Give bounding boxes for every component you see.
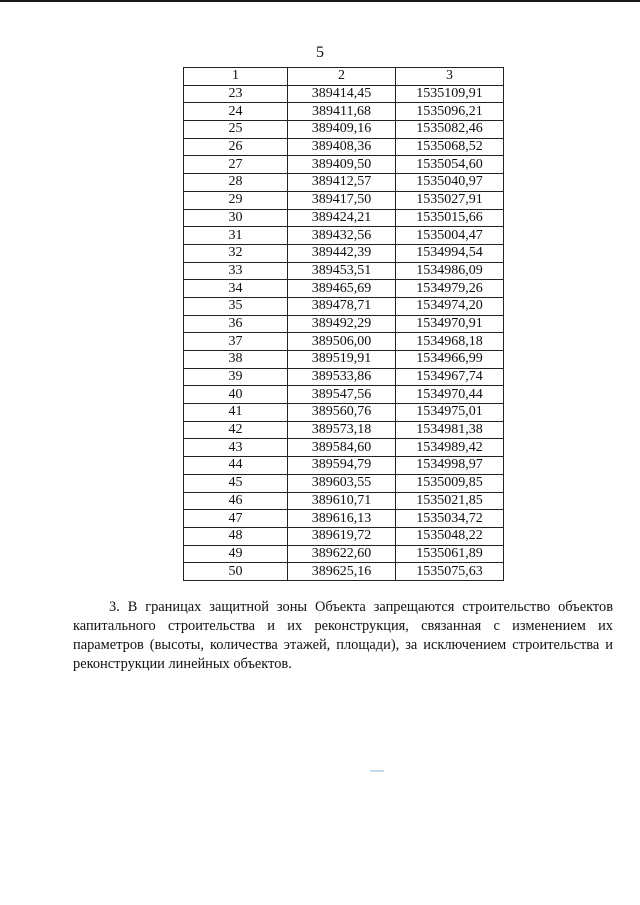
- cell-point-number: 31: [184, 227, 288, 245]
- cell-x-coordinate: 389594,79: [288, 457, 396, 475]
- table-row: [184, 209, 504, 227]
- cell-y-coordinate: 1534966,99: [396, 351, 504, 369]
- scan-artifact: [370, 770, 384, 772]
- cell-x-coordinate: 389465,69: [288, 280, 396, 298]
- cell-y-coordinate: 1535082,46: [396, 121, 504, 139]
- cell-point-number: 25: [184, 121, 288, 139]
- table-row: [184, 103, 504, 121]
- cell-point-number: 23: [184, 85, 288, 103]
- table-row: [184, 262, 504, 280]
- cell-x-coordinate: 389533,86: [288, 368, 396, 386]
- table-body: [184, 85, 504, 580]
- cell-x-coordinate: 389619,72: [288, 527, 396, 545]
- restriction-paragraph: 3. В границах защитной зоны Объекта запрещаются строительство объектов капитального строительства и их реконструкция, связанная с изменением их параметров (высоты, количества этажей, площади), за исключением строительства и реконструкции линейных объектов.: [73, 599, 613, 672]
- table-row: [184, 563, 504, 581]
- cell-x-coordinate: 389584,60: [288, 439, 396, 457]
- cell-y-coordinate: 1534994,54: [396, 244, 504, 262]
- cell-y-coordinate: 1534986,09: [396, 262, 504, 280]
- cell-y-coordinate: 1535061,89: [396, 545, 504, 563]
- table-row: [184, 85, 504, 103]
- cell-x-coordinate: 389414,45: [288, 85, 396, 103]
- cell-y-coordinate: 1535034,72: [396, 510, 504, 528]
- cell-y-coordinate: 1535109,91: [396, 85, 504, 103]
- cell-x-coordinate: 389408,36: [288, 138, 396, 156]
- table-row: [184, 368, 504, 386]
- table-row: [184, 280, 504, 298]
- cell-y-coordinate: 1535009,85: [396, 474, 504, 492]
- table-row: [184, 333, 504, 351]
- cell-x-coordinate: 389610,71: [288, 492, 396, 510]
- cell-y-coordinate: 1535021,85: [396, 492, 504, 510]
- table-row: [184, 510, 504, 528]
- table-row: [184, 404, 504, 422]
- table-row: [184, 457, 504, 475]
- cell-point-number: 39: [184, 368, 288, 386]
- cell-y-coordinate: 1535027,91: [396, 191, 504, 209]
- cell-x-coordinate: 389442,39: [288, 244, 396, 262]
- table-row: [184, 351, 504, 369]
- cell-x-coordinate: 389560,76: [288, 404, 396, 422]
- cell-y-coordinate: 1535054,60: [396, 156, 504, 174]
- table-row: [184, 138, 504, 156]
- page-top-edge: [0, 0, 640, 2]
- cell-y-coordinate: 1535040,97: [396, 174, 504, 192]
- cell-y-coordinate: 1534967,74: [396, 368, 504, 386]
- cell-y-coordinate: 1534968,18: [396, 333, 504, 351]
- cell-x-coordinate: 389412,57: [288, 174, 396, 192]
- cell-point-number: 28: [184, 174, 288, 192]
- cell-point-number: 48: [184, 527, 288, 545]
- cell-y-coordinate: 1535004,47: [396, 227, 504, 245]
- cell-point-number: 45: [184, 474, 288, 492]
- cell-point-number: 36: [184, 315, 288, 333]
- cell-y-coordinate: 1534989,42: [396, 439, 504, 457]
- cell-x-coordinate: 389625,16: [288, 563, 396, 581]
- cell-y-coordinate: 1534970,91: [396, 315, 504, 333]
- cell-x-coordinate: 389603,55: [288, 474, 396, 492]
- cell-y-coordinate: 1535075,63: [396, 563, 504, 581]
- cell-x-coordinate: 389519,91: [288, 351, 396, 369]
- cell-point-number: 37: [184, 333, 288, 351]
- cell-y-coordinate: 1534970,44: [396, 386, 504, 404]
- column-header-y: 3: [396, 68, 504, 86]
- table-row: [184, 174, 504, 192]
- cell-x-coordinate: 389547,56: [288, 386, 396, 404]
- cell-y-coordinate: 1535068,52: [396, 138, 504, 156]
- cell-x-coordinate: 389432,56: [288, 227, 396, 245]
- table-header-row: [184, 68, 504, 86]
- coordinates-table: [183, 67, 504, 581]
- cell-x-coordinate: 389478,71: [288, 297, 396, 315]
- table-row: [184, 439, 504, 457]
- cell-y-coordinate: 1535048,22: [396, 527, 504, 545]
- cell-point-number: 34: [184, 280, 288, 298]
- cell-point-number: 44: [184, 457, 288, 475]
- cell-point-number: 38: [184, 351, 288, 369]
- cell-point-number: 41: [184, 404, 288, 422]
- cell-point-number: 29: [184, 191, 288, 209]
- cell-x-coordinate: 389417,50: [288, 191, 396, 209]
- table-row: [184, 244, 504, 262]
- column-header-point: 1: [184, 68, 288, 86]
- table-row: [184, 121, 504, 139]
- cell-point-number: 46: [184, 492, 288, 510]
- table-row: [184, 421, 504, 439]
- cell-x-coordinate: 389492,29: [288, 315, 396, 333]
- table-row: [184, 191, 504, 209]
- table-row: [184, 297, 504, 315]
- cell-x-coordinate: 389424,21: [288, 209, 396, 227]
- cell-y-coordinate: 1534998,97: [396, 457, 504, 475]
- page-number: 5: [316, 44, 324, 61]
- cell-x-coordinate: 389616,13: [288, 510, 396, 528]
- table-row: [184, 227, 504, 245]
- cell-point-number: 26: [184, 138, 288, 156]
- cell-point-number: 50: [184, 563, 288, 581]
- cell-x-coordinate: 389573,18: [288, 421, 396, 439]
- cell-y-coordinate: 1534974,20: [396, 297, 504, 315]
- cell-point-number: 27: [184, 156, 288, 174]
- cell-point-number: 47: [184, 510, 288, 528]
- table-row: [184, 315, 504, 333]
- cell-y-coordinate: 1534975,01: [396, 404, 504, 422]
- table-row: [184, 474, 504, 492]
- cell-point-number: 33: [184, 262, 288, 280]
- cell-point-number: 30: [184, 209, 288, 227]
- cell-x-coordinate: 389409,50: [288, 156, 396, 174]
- table-row: [184, 386, 504, 404]
- cell-x-coordinate: 389622,60: [288, 545, 396, 563]
- cell-point-number: 32: [184, 244, 288, 262]
- cell-y-coordinate: 1535096,21: [396, 103, 504, 121]
- table-row: [184, 156, 504, 174]
- cell-point-number: 42: [184, 421, 288, 439]
- cell-x-coordinate: 389506,00: [288, 333, 396, 351]
- cell-point-number: 40: [184, 386, 288, 404]
- column-header-x: 2: [288, 68, 396, 86]
- cell-point-number: 35: [184, 297, 288, 315]
- cell-point-number: 43: [184, 439, 288, 457]
- cell-x-coordinate: 389411,68: [288, 103, 396, 121]
- cell-point-number: 24: [184, 103, 288, 121]
- cell-x-coordinate: 389453,51: [288, 262, 396, 280]
- table-row: [184, 545, 504, 563]
- cell-x-coordinate: 389409,16: [288, 121, 396, 139]
- cell-y-coordinate: 1535015,66: [396, 209, 504, 227]
- table-row: [184, 492, 504, 510]
- cell-y-coordinate: 1534979,26: [396, 280, 504, 298]
- table-row: [184, 527, 504, 545]
- cell-y-coordinate: 1534981,38: [396, 421, 504, 439]
- cell-point-number: 49: [184, 545, 288, 563]
